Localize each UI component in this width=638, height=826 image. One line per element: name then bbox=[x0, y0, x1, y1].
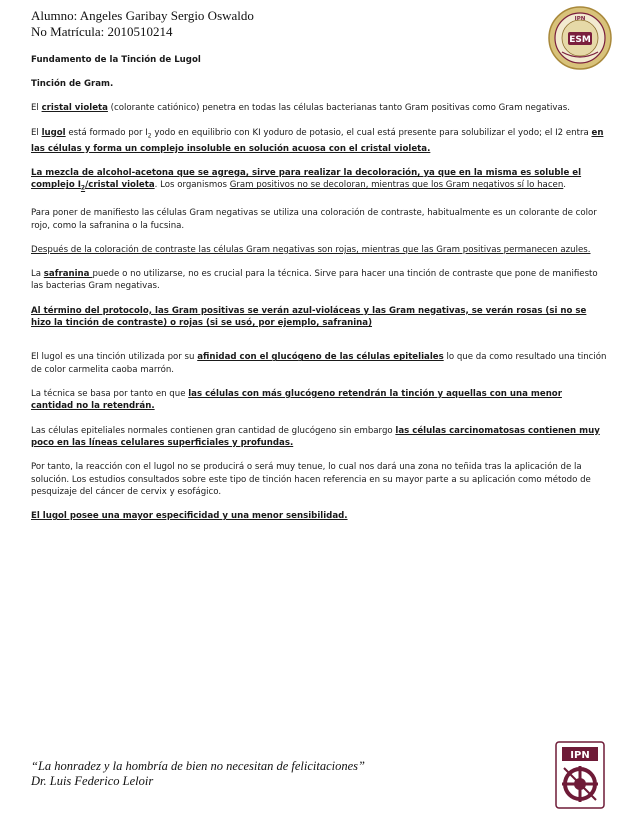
text: Las células epiteliales normales contienen gran cantidad de glucógeno sin embargo bbox=[31, 425, 396, 436]
text-emphasis: alcohol-acetona que se agrega, sirve para realizar la decoloración, ya que en la misma es soluble el complejo I bbox=[31, 167, 582, 191]
paragraph-7: Al término del protocolo, las Gram positivas se verán azul-violáceas y las Gram negativas, se verán rosas (si no se hizo la tinción de contraste) o rojas (si se usó, por ejemplo, safranina) bbox=[31, 305, 587, 329]
quote-text: “La honradez y la hombría de bien no necesitan de felicitaciones” bbox=[31, 759, 365, 773]
paragraph-2 bbox=[31, 127, 607, 156]
text: . Los organismos bbox=[154, 180, 230, 191]
footer-quote bbox=[31, 759, 365, 789]
seal-top-text: IPN bbox=[574, 16, 586, 22]
paragraph-10 bbox=[31, 425, 607, 450]
paragraph-6 bbox=[31, 268, 607, 293]
paragraph-5: Después de la coloración de contraste las células Gram negativas son rojas, mientras que las Gram positivas permanecen azules. bbox=[31, 244, 591, 255]
paragraph-3 bbox=[31, 167, 607, 196]
text: . bbox=[563, 180, 567, 191]
subscript: 2 bbox=[147, 132, 152, 140]
quote-author: Dr. Luis Federico Leloir bbox=[31, 774, 154, 788]
text: El lugol es una tinción utilizada por su bbox=[31, 352, 198, 363]
text-emphasis: las células carcinomatosas contienen muy poco en las líneas celulares superficiales y profundas. bbox=[31, 425, 600, 448]
text-emphasis: afinidad con el glucógeno de las células epiteliales bbox=[197, 352, 444, 363]
paragraph-4: Para poner de manifiesto las células Gram negativas se utiliza una coloración de contraste, habitualmente es un colorante de color rojo, como la safranina o la fucsina. bbox=[31, 208, 597, 231]
text-emphasis: lugol bbox=[41, 127, 66, 138]
text-emphasis: cristal violeta bbox=[41, 103, 108, 114]
text-emphasis: las células con más glucógeno retendrán la tinción y aquellas con una menor cantidad no la retendrán. bbox=[31, 388, 562, 412]
text: La técnica se basa por tanto en que bbox=[31, 388, 189, 399]
ipn-logo bbox=[552, 738, 608, 812]
text: La bbox=[31, 269, 44, 280]
document-header bbox=[31, 8, 254, 39]
text: lo que da como resultado una tinción de color carmelita caoba marrón. bbox=[31, 352, 607, 375]
paragraph-12: El lugol posee una mayor especificidad y una menor sensibilidad. bbox=[31, 511, 348, 522]
text: puede o no utilizarse, no es crucial para la técnica. Sirve para hacer una tinción de contraste que pone de manifiesto las bacterias Gram negativas. bbox=[31, 269, 598, 292]
text: El bbox=[31, 103, 42, 114]
text-emphasis: en las células y forma un complejo insoluble en solución acuosa con el cristal violeta. bbox=[31, 127, 604, 154]
paragraph-11: Por tanto, la reacción con el lugol no se producirá o será muy tenue, lo cual nos dará una zona no teñida tras la aplicación de la solución. Los estudios consultados sobre este tipo de tinción hacen referencia en su mayor parte a su aplicación como método de pesquizaje del cáncer de cervix y esofágico. bbox=[31, 462, 591, 497]
paragraph-8 bbox=[31, 351, 607, 376]
document-body bbox=[31, 54, 607, 534]
ipn-logo-text: IPN bbox=[570, 750, 590, 761]
text-emphasis: safranina bbox=[43, 269, 93, 280]
student-id: No Matrícula: 2010510214 bbox=[31, 23, 173, 39]
student-name: Alumno: Angeles Garibay Sergio Oswaldo bbox=[31, 8, 254, 23]
seal-center-text: ESM bbox=[569, 35, 591, 45]
text: está formado por I bbox=[65, 127, 148, 138]
paragraph-9 bbox=[31, 388, 607, 413]
spacer bbox=[31, 341, 607, 351]
paragraph-1 bbox=[31, 102, 607, 114]
text: (colorante catiónico) penetra en todas las células bacterianas tanto Gram positivas como Gram negativas. bbox=[107, 103, 570, 114]
text: yodo en equilibrio con KI yoduro de potasio, el cual está presente para solubilizar el yodo; el I2 entra bbox=[151, 127, 592, 138]
section-title: Fundamento de la Tinción de Lugol bbox=[31, 55, 201, 65]
subscript: 2 bbox=[80, 185, 86, 193]
text: El bbox=[31, 127, 42, 138]
text-emphasis: La mezcla de bbox=[31, 167, 97, 178]
text-underlined: Gram positivos no se decoloran, mientras que los Gram negativos sí lo hacen bbox=[229, 180, 564, 191]
text-emphasis: /cristal violeta bbox=[85, 180, 155, 191]
section-subtitle: Tinción de Gram. bbox=[31, 79, 114, 90]
